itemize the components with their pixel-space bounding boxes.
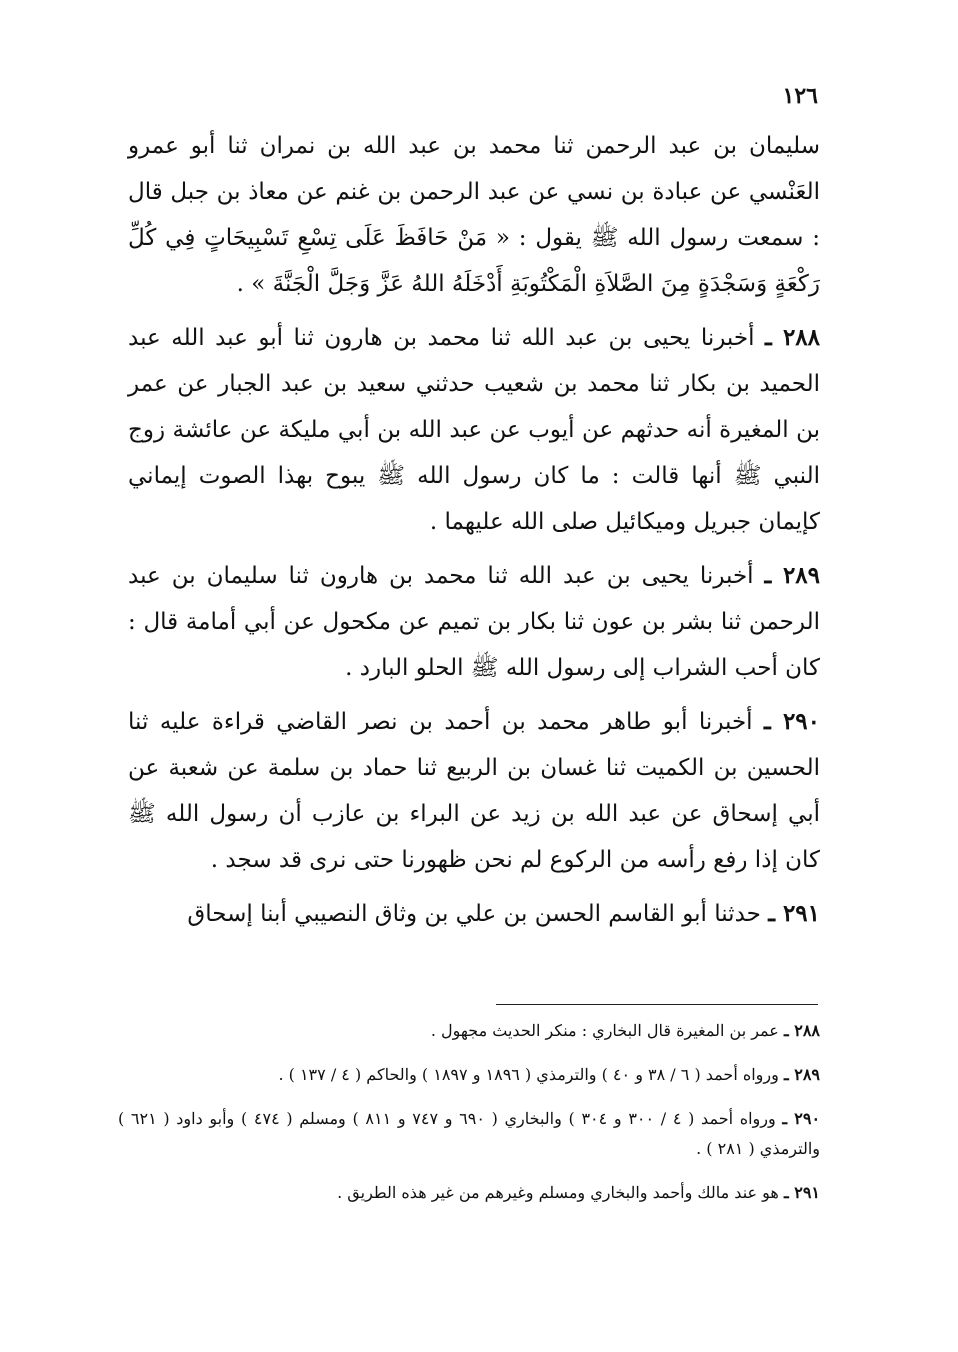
paragraph-continuation [128, 123, 820, 307]
hadith-text: حدثنا أبو القاسم الحسن بن علي بن وثاق النصيبي أبنا إسحاق [187, 901, 761, 927]
main-text [128, 123, 820, 945]
footnote-divider [496, 1004, 818, 1005]
footnote-number: ٢٨٨ ـ [783, 1021, 820, 1040]
hadith-number: ٢٨٨ ـ [765, 324, 821, 351]
footnote-text: هو عند مالك وأحمد والبخاري ومسلم وغيرهم من غير هذه الطريق . [337, 1183, 779, 1202]
hadith-number: ٢٩٠ ـ [764, 708, 821, 735]
footnote-text: عمر بن المغيرة قال البخاري : منكر الحديث مجهول . [430, 1021, 779, 1040]
hadith-text: أخبرنا يحيى بن عبد الله ثنا محمد بن هارون ثنا سليمان بن عبد الرحمن ثنا بشر بن عون ثنا بكار بن تميم عن مكحول عن أبي أمامة قال : كان أحب الشراب إلى رسول الله ﷺ الحلو البارد . [128, 563, 820, 681]
footnote-number: ٢٨٩ ـ [783, 1065, 820, 1084]
hadith-number: ٢٩١ ـ [768, 900, 820, 927]
footnote-text: ورواه أحمد ( ٤ / ٣٠٠ و ٣٠٤ ) والبخاري ( ٦٩٠ و ٧٤٧ و ٨١١ ) ومسلم ( ٤٧٤ ) وأبو داود ( ٦٢١ ) والترمذي ( ٢٨١ ) . [118, 1109, 820, 1158]
footnote-291 [118, 1178, 820, 1208]
footnote-number: ٢٩٠ ـ [782, 1109, 821, 1128]
paragraph-text: سليمان بن عبد الرحمن ثنا محمد بن عبد الله بن نمران ثنا أبو عمرو العَنْسي عن عبادة بن نسي عن عبد الرحمن بن غنم عن معاذ بن جبل قال : سمعت رسول الله ﷺ يقول : « مَنْ حَافَظَ عَلَى تِسْعِ تَسْبِيحَاتٍ فِي كُلِّ رَكْعَةٍ وَسَجْدَةٍ مِنَ الصَّلاَةِ الْمَكْتُوبَةِ أَدْخَلَهُ اللهُ عَزَّ وَجَلَّ الْجَنَّةَ » . [128, 133, 820, 297]
hadith-288 [128, 315, 820, 545]
footnote-number: ٢٩١ ـ [783, 1183, 820, 1202]
hadith-text: أخبرنا يحيى بن عبد الله ثنا محمد بن هارون ثنا أبو عبد الله عبد الحميد بن بكار ثنا محمد بن شعيب حدثني سعيد بن عبد الجبار عن عمر بن المغيرة أنه حدثهم عن أيوب عن عبد الله بن أبي مليكة عن عائشة زوج النبي ﷺ أنها قالت : ما كان رسول الله ﷺ يبوح بهذا الصوت إيماني كإيمان جبريل وميكائيل صلى الله عليهما . [128, 325, 820, 535]
footnote-289 [118, 1060, 820, 1090]
hadith-291 [128, 891, 820, 937]
page-number: ١٢٦ [782, 83, 818, 109]
hadith-number: ٢٨٩ ـ [764, 562, 821, 589]
hadith-289 [128, 553, 820, 691]
hadith-290 [128, 699, 820, 883]
hadith-text: أخبرنا أبو طاهر محمد بن أحمد بن نصر القاضي قراءة عليه ثنا الحسين بن الكميت ثنا غسان بن الربيع ثنا حماد بن سلمة عن شعبة عن أبي إسحاق عن عبد الله بن زيد عن البراء بن عازب أن رسول الله ﷺ كان إذا رفع رأسه من الركوع لم نحن ظهورنا حتى نرى قد سجد . [128, 709, 820, 873]
footnote-text: ورواه أحمد ( ٦ / ٣٨ و ٤٠ ) والترمذي ( ١٨٩٦ و ١٨٩٧ ) والحاكم ( ٤ / ١٣٧ ) . [278, 1065, 779, 1084]
footnotes [118, 1016, 820, 1222]
footnote-290 [118, 1104, 820, 1164]
footnote-288 [118, 1016, 820, 1046]
